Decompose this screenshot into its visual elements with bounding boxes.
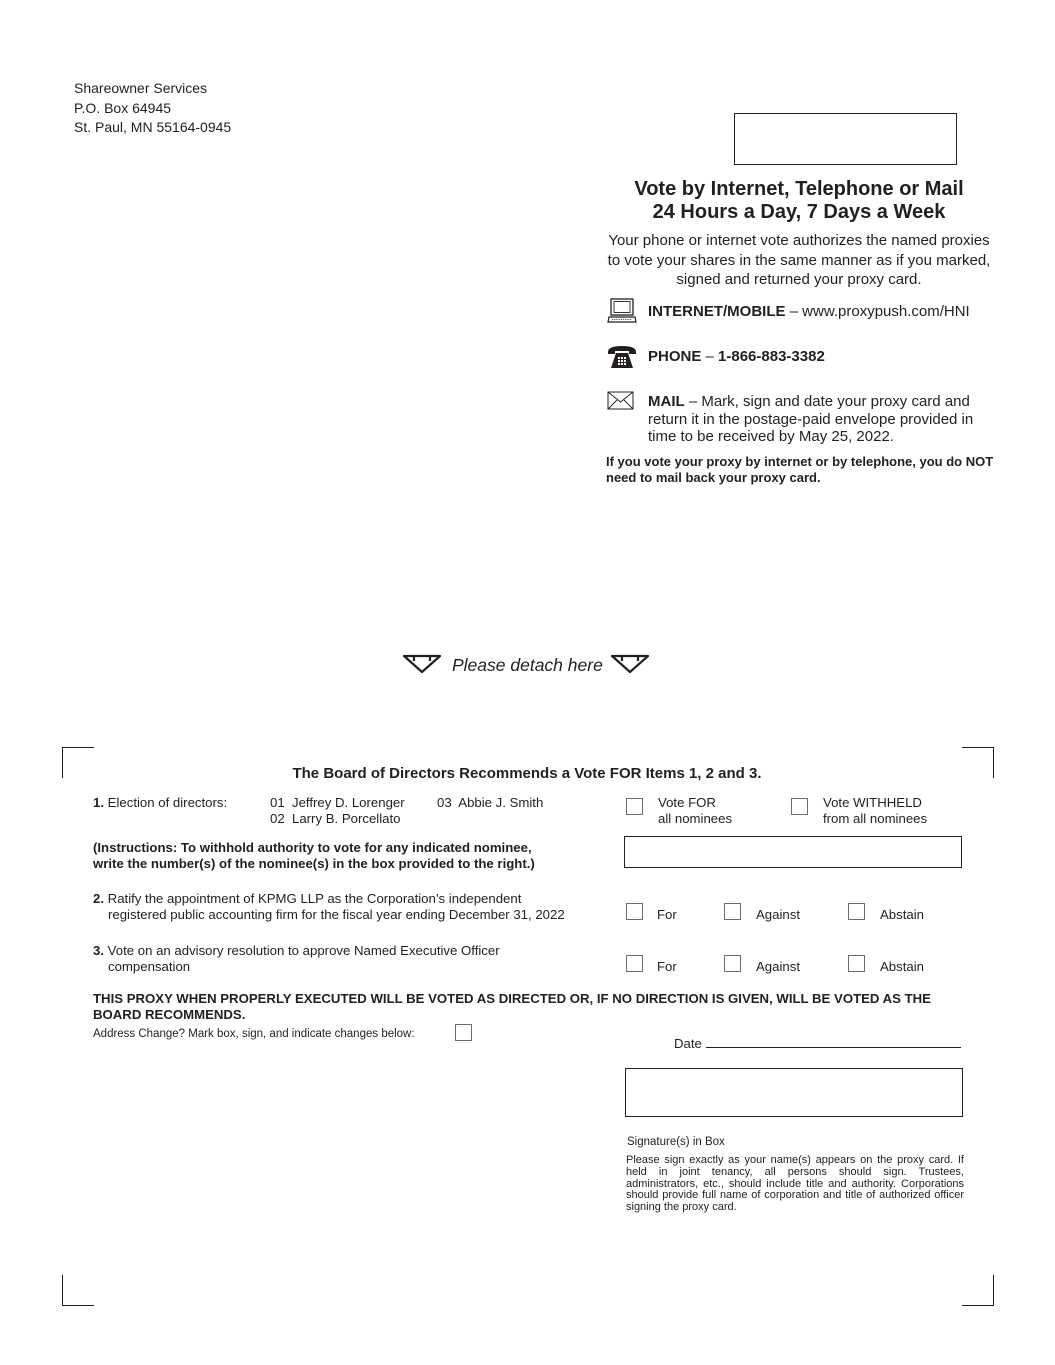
address-line-3: St. Paul, MN 55164-0945: [74, 119, 232, 135]
vote-title-line-2: 24 Hours a Day, 7 Days a Week: [652, 201, 946, 223]
internet-method[interactable]: [648, 303, 970, 321]
nominee-03: 03 Abbie J. Smith: [437, 795, 544, 810]
address-line-2: P.O. Box 64945: [74, 99, 172, 116]
no-mail-note: If you vote your proxy by internet or by telephone, you do NOT need to mail back your proxy card.: [606, 454, 994, 485]
signature-box[interactable]: [625, 1068, 963, 1117]
arrow-down-icon: [610, 654, 650, 674]
item1-number: 1.: [93, 795, 104, 810]
item3-line-2: compensation: [108, 959, 191, 974]
internet-url[interactable]: – www.proxypush.com/HNI: [785, 303, 970, 320]
item2-text: [93, 891, 565, 923]
proxy-notice: THIS PROXY WHEN PROPERLY EXECUTED WILL BE VOTED AS DIRECTED OR, IF NO DIRECTION IS GIVEN, WILL BE VOTED AS THE BOARD RECOMMENDS.: [93, 991, 931, 1022]
item3-against-checkbox[interactable]: [724, 955, 741, 972]
mail-text: – Mark, sign and date your proxy card and return it in the postage-paid envelope provided in time to be received by May 25, 2022.: [648, 393, 974, 445]
item3-against-label: Against: [756, 959, 800, 974]
control-number-box: [734, 113, 957, 165]
vote-withheld-line-1: Vote WITHHELD: [823, 795, 922, 810]
date-input-line[interactable]: [706, 1047, 961, 1048]
date-label: Date: [674, 1036, 702, 1051]
vote-panel-title: [600, 178, 998, 224]
detach-text: Please detach here: [452, 655, 603, 675]
item3-text: [93, 943, 500, 975]
return-address: [74, 79, 231, 138]
nominee-02: 02 Larry B. Porcellato: [270, 811, 401, 826]
phone-method[interactable]: [648, 348, 825, 366]
board-recommendation-header: The Board of Directors Recommends a Vote FOR Items 1, 2 and 3.: [292, 765, 762, 782]
mail-method: [648, 393, 1000, 446]
address-line-1: Shareowner Services: [74, 80, 208, 96]
mail-label: MAIL: [648, 393, 685, 410]
withhold-instructions: [93, 840, 535, 872]
item3-for-label: For: [657, 959, 677, 974]
item2-for-checkbox[interactable]: [626, 903, 643, 920]
vote-title-line-1: Vote by Internet, Telephone or Mail: [634, 178, 964, 200]
vote-withheld-line-2: from all nominees: [823, 811, 928, 826]
item3-abstain-label: Abstain: [880, 959, 924, 974]
item2-abstain-label: Abstain: [880, 907, 924, 922]
nominee-01: 01 Jeffrey D. Lorenger: [270, 795, 405, 810]
vote-withheld-all-checkbox[interactable]: [791, 798, 808, 815]
item2-against-checkbox[interactable]: [724, 903, 741, 920]
arrow-down-icon: [402, 654, 442, 674]
address-change-label: Address Change? Mark box, sign, and indicate changes below:: [93, 1028, 415, 1040]
item3-for-checkbox[interactable]: [626, 955, 643, 972]
item1-label: [93, 795, 227, 811]
vote-for-all-checkbox[interactable]: [626, 798, 643, 815]
detach-indicator: [400, 652, 655, 680]
item2-for-label: For: [657, 907, 677, 922]
vote-for-all-label: [658, 795, 732, 827]
item2-against-label: Against: [756, 907, 800, 922]
signature-instructions: Please sign exactly as your name(s) appears on the proxy card. If held in joint tenancy, all persons should sign. Trustees, administrators, etc., should include title and authority. Corporations should provide full name of corporation and title of authorized officer signing the proxy card.: [626, 1154, 964, 1214]
internet-label: INTERNET/MOBILE: [648, 303, 786, 320]
phone-separator: –: [701, 348, 719, 365]
instructions-line-2: write the number(s) of the nominee(s) in the box provided to the right.): [93, 856, 535, 871]
instructions-line-1: (Instructions: To withhold authority to vote for any indicated nominee,: [93, 840, 532, 855]
phone-label: PHONE: [648, 348, 702, 365]
computer-icon: [607, 298, 637, 322]
crop-mark: [62, 1275, 94, 1306]
phone-number[interactable]: 1-866-883-3382: [718, 348, 825, 365]
item2-number: 2.: [93, 891, 104, 906]
item2-line-1: Ratify the appointment of KPMG LLP as the Corporation’s independent: [107, 891, 522, 906]
item3-number: 3.: [93, 943, 104, 958]
signature-label: Signature(s) in Box: [627, 1136, 725, 1148]
item3-line-1: Vote on an advisory resolution to approve Named Executive Officer: [107, 943, 500, 958]
vote-intro-text: Your phone or internet vote authorizes the named proxies to vote your shares in the same manner as if you marked, signed and returned your proxy card.: [607, 232, 991, 288]
address-change-checkbox[interactable]: [455, 1024, 472, 1041]
vote-for-line-1: Vote FOR: [658, 795, 716, 810]
item2-line-2: registered public accounting firm for the fiscal year ending December 31, 2022: [108, 907, 565, 922]
item2-abstain-checkbox[interactable]: [848, 903, 865, 920]
envelope-icon: [607, 390, 637, 414]
item3-abstain-checkbox[interactable]: [848, 955, 865, 972]
vote-for-line-2: all nominees: [658, 811, 733, 826]
crop-mark: [962, 1275, 994, 1306]
vote-withheld-label: [823, 795, 927, 827]
withhold-nominee-input[interactable]: [624, 836, 962, 868]
telephone-icon: [607, 344, 637, 368]
item1-text: Election of directors:: [107, 795, 228, 810]
